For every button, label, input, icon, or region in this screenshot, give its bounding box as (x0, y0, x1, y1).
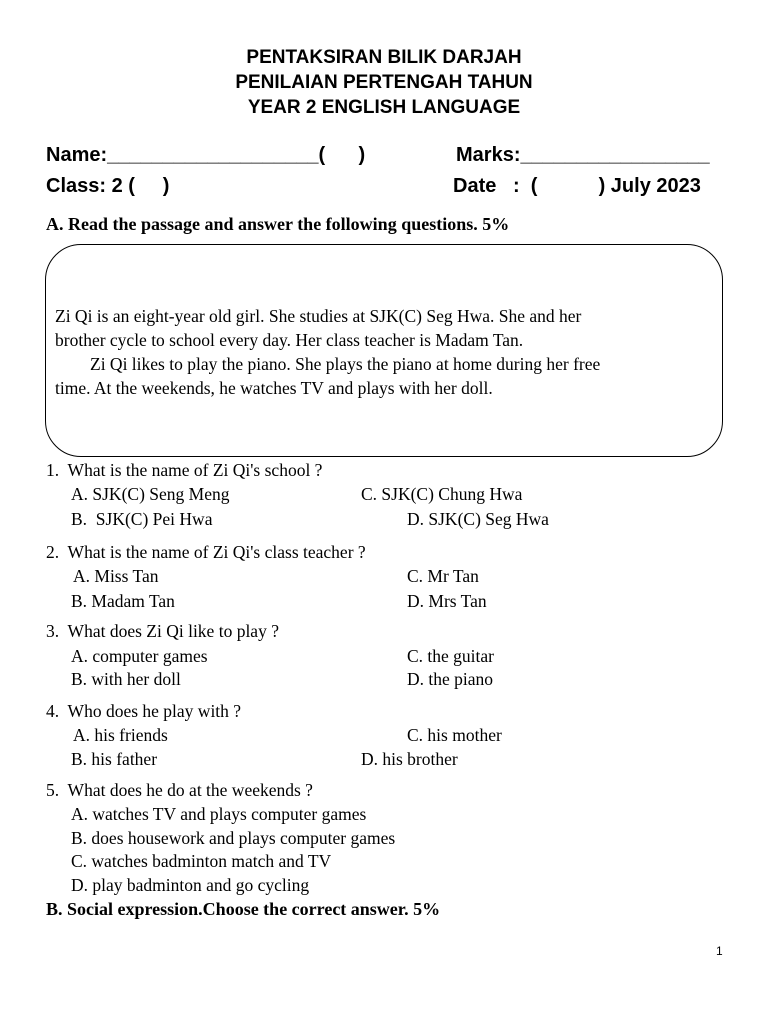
worksheet-title-line-3: YEAR 2 ENGLISH LANGUAGE (247, 97, 521, 118)
section-b-heading: B. Social expression.Choose the correct answer. 5% (46, 899, 441, 919)
question-5: 5. What does he do at the weekends ? (46, 780, 313, 800)
question-2: 2. What is the name of Zi Qi's class teacher ? (46, 542, 366, 562)
question-3: 3. What does Zi Qi like to play ? (46, 621, 279, 641)
class-field: Class: 2 ( ) (46, 175, 170, 197)
question-4-option-d: D. his brother (361, 749, 458, 769)
question-1-option-c: C. SJK(C) Chung Hwa (361, 484, 523, 504)
question-3-option-b: B. with her doll (71, 669, 181, 689)
question-5-option-c: C. watches badminton match and TV (71, 851, 332, 871)
marks-field: Marks:_________________ (456, 144, 710, 166)
question-2-option-d: D. Mrs Tan (407, 591, 487, 611)
question-1-option-d: D. SJK(C) Seg Hwa (407, 509, 549, 529)
question-3-option-a: A. computer games (71, 646, 208, 666)
question-4-option-c: C. his mother (407, 725, 502, 745)
question-1-option-a: A. SJK(C) Seng Meng (71, 484, 230, 504)
date-field: Date : ( ) July 2023 (453, 175, 701, 197)
question-1: 1. What is the name of Zi Qi's school ? (46, 460, 323, 480)
question-1-option-b: B. SJK(C) Pei Hwa (71, 509, 213, 529)
question-3-option-d: D. the piano (407, 669, 494, 689)
worksheet-title-line-2: PENILAIAN PERTENGAH TAHUN (235, 72, 533, 93)
question-4-option-a: A. his friends (73, 725, 168, 745)
question-5-option-a: A. watches TV and plays computer games (71, 804, 367, 824)
passage-line: brother cycle to school every day. Her class teacher is Madam Tan. (55, 330, 524, 350)
page-number: 1 (716, 944, 723, 958)
question-5-option-d: D. play badminton and go cycling (71, 875, 310, 895)
worksheet-title-line-1: PENTAKSIRAN BILIK DARJAH (246, 47, 522, 68)
passage-line: Zi Qi is an eight-year old girl. She studies at SJK(C) Seg Hwa. She and her (55, 306, 582, 326)
passage-line: Zi Qi likes to play the piano. She plays the piano at home during her free (55, 354, 601, 374)
question-2-option-c: C. Mr Tan (407, 566, 479, 586)
question-2-option-b: B. Madam Tan (71, 591, 175, 611)
question-5-option-b: B. does housework and plays computer games (71, 828, 396, 848)
question-4: 4. Who does he play with ? (46, 701, 242, 721)
passage-line: time. At the weekends, he watches TV and plays with her doll. (55, 378, 493, 398)
name-field: Name:___________________( ) (46, 144, 366, 166)
question-3-option-c: C. the guitar (407, 646, 494, 666)
question-2-option-a: A. Miss Tan (73, 566, 159, 586)
section-a-heading: A. Read the passage and answer the following questions. 5% (46, 214, 510, 234)
question-4-option-b: B. his father (71, 749, 158, 769)
